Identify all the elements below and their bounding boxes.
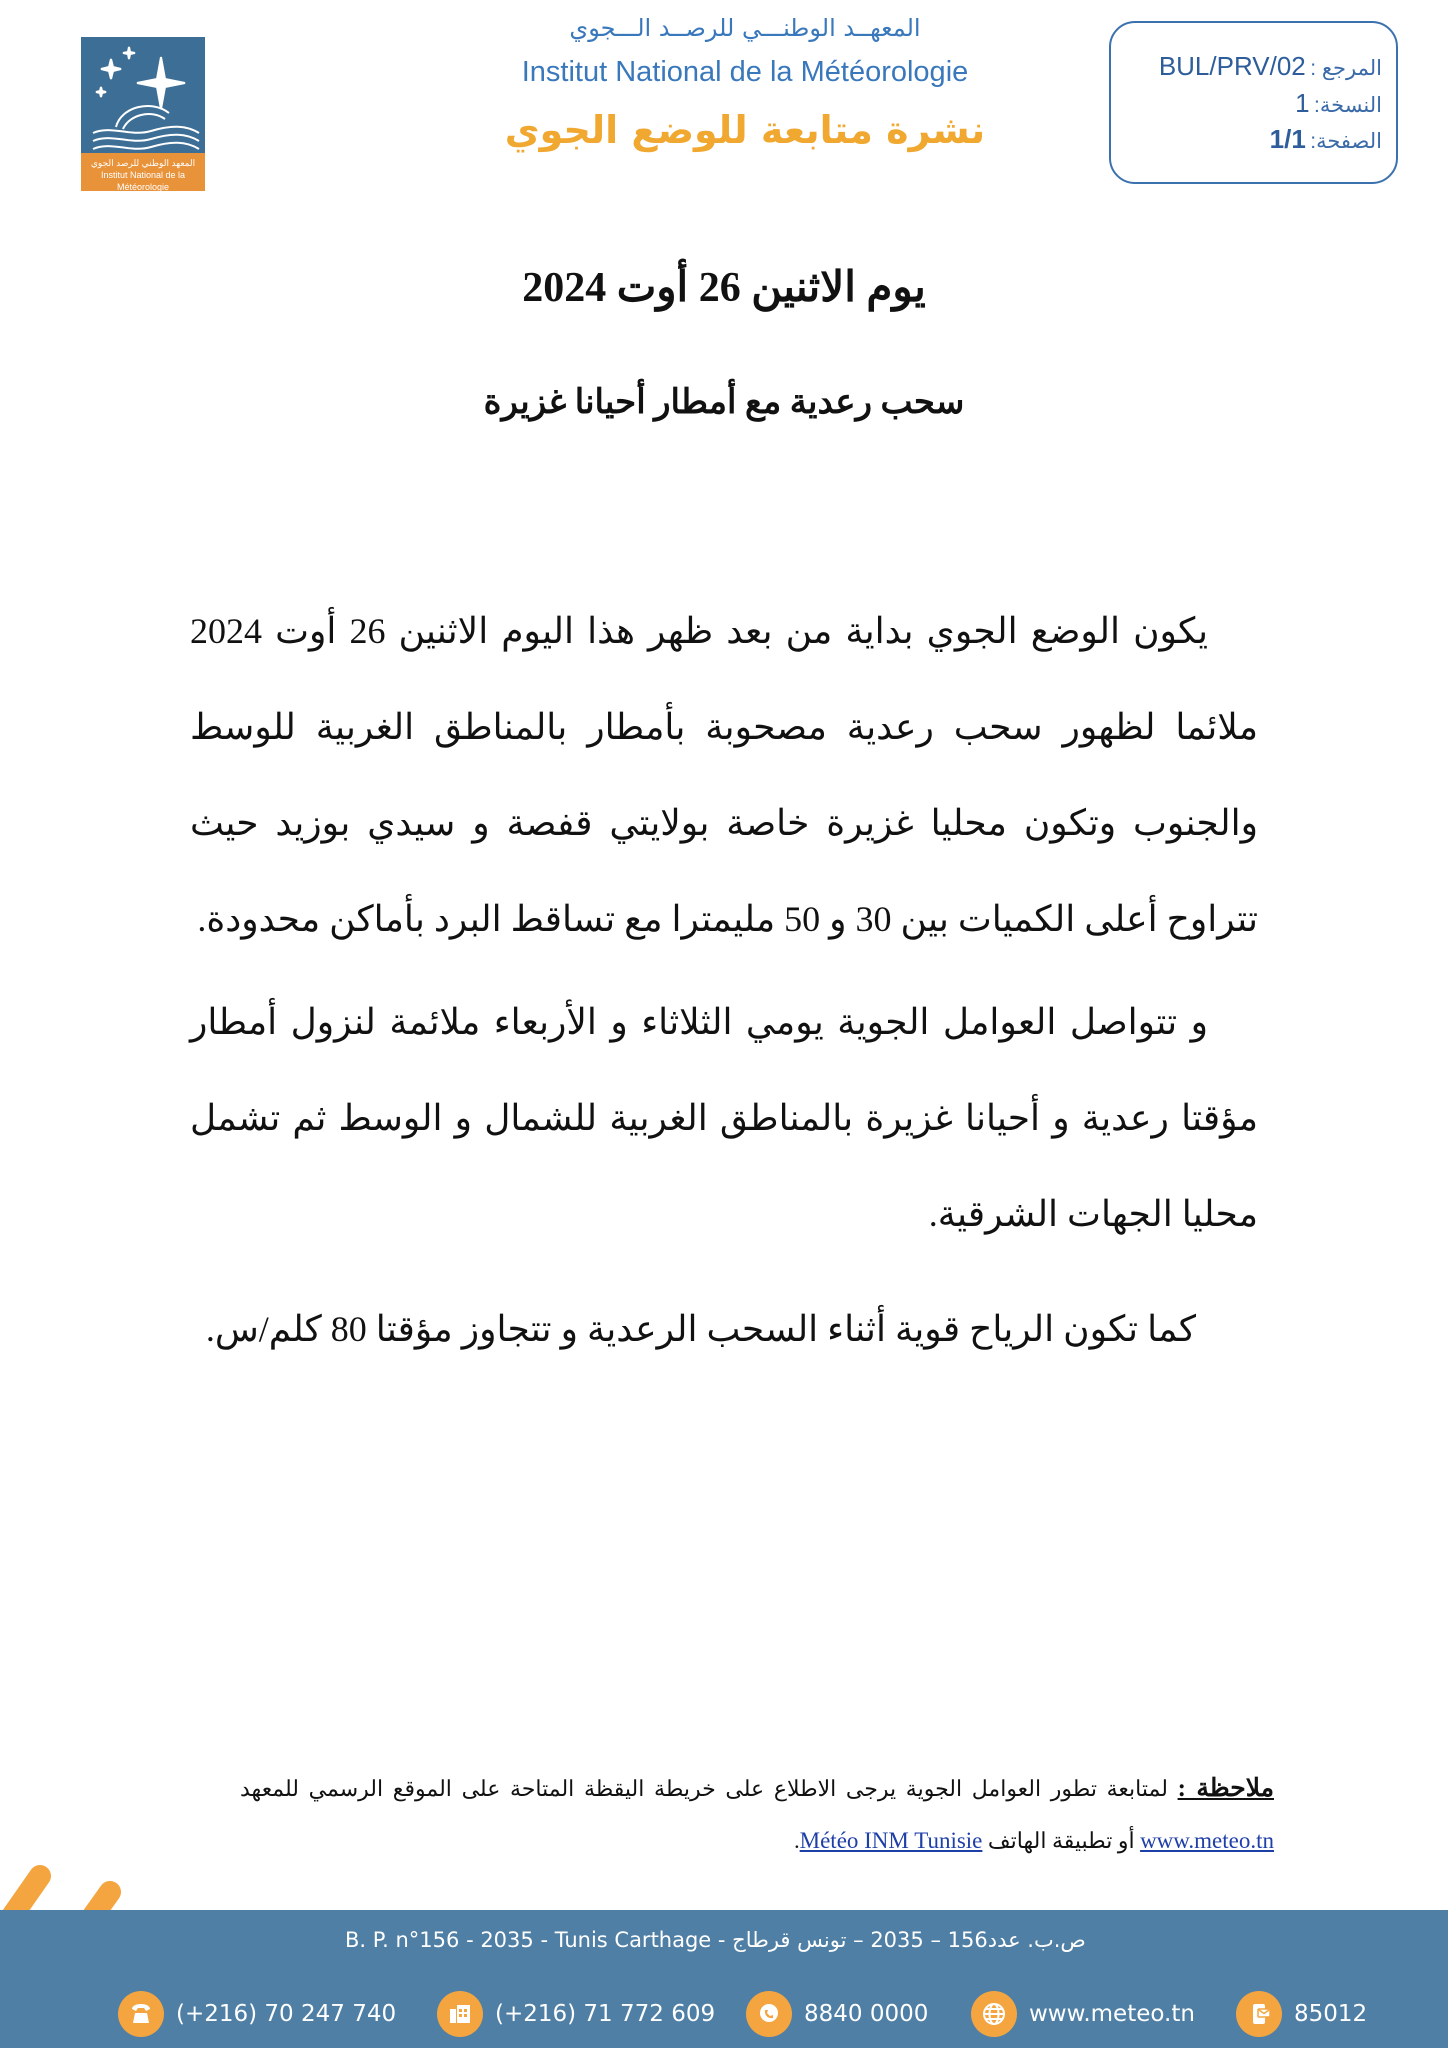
institute-name-arabic: المعهــد الوطنـــي للرصــد الـــجوي	[569, 14, 921, 42]
note-connector: أو تطبيقة الهاتف	[987, 1828, 1135, 1853]
footer-contact-bar	[0, 1910, 1448, 2048]
bulletin-date: يوم الاثنين 26 أوت 2024	[522, 265, 926, 311]
logo-star-waves-graphic	[81, 37, 205, 157]
page-line	[1270, 124, 1382, 155]
phone-number-1: (+216) 70 247 740	[176, 2001, 397, 2027]
reference-value: BUL/PRV/02	[1158, 51, 1306, 81]
page-label: الصفحة:	[1310, 130, 1382, 153]
institute-logo	[81, 37, 205, 191]
sms-number: 85012	[1294, 2001, 1368, 2027]
globe-icon	[971, 1991, 1017, 2037]
forecast-paragraph-2: و تتواصل العوامل الجوية يومي الثلاثاء و الأربعاء ملائمة لنزول أمطار مؤقتا رعدية و أحيانا غزيرة بالمناطق الغربية للشمال و الوسط ثم تشمل محليا الجهات الشرقية.	[190, 1002, 1258, 1234]
page-value: 1/1	[1269, 124, 1306, 154]
institute-name-french: Institut National de la Météorologie	[521, 56, 969, 88]
note-block	[240, 1763, 1274, 1867]
hotline-number: 8840 0000	[804, 2001, 929, 2027]
hotline-contact[interactable]	[746, 1990, 928, 2038]
forecast-paragraph-3: كما تكون الرياح قوية أثناء السحب الرعدية و تتجاوز مؤقتا 80 كلم/س.	[205, 1309, 1196, 1349]
bulletin-headline: سحب رعدية مع أمطار أحيانا غزيرة	[483, 384, 965, 421]
website-link[interactable]: www.meteo.tn	[1140, 1828, 1274, 1853]
phone-contact-1[interactable]	[118, 1990, 396, 2038]
reference-label: المرجع :	[1310, 57, 1382, 80]
fax-icon	[437, 1991, 483, 2037]
version-label: النسخة:	[1314, 94, 1382, 117]
sms-phone-icon	[1236, 1991, 1282, 2037]
note-end: .	[794, 1828, 800, 1853]
version-value: 1	[1295, 88, 1310, 118]
postal-address: B. P. n°156 - 2035 - Tunis Carthage - ص.ب. عدد156 – 2035 – تونس قرطاج	[345, 1928, 1086, 1952]
logo-caption: المعهد الوطني للرصد الجوي Institut National de la Météorologie	[81, 153, 205, 191]
sms-contact[interactable]	[1236, 1990, 1367, 2038]
telephone-icon	[118, 1991, 164, 2037]
fax-contact[interactable]	[437, 1990, 715, 2038]
version-line	[1295, 88, 1382, 119]
bulletin-title: نشرة متابعة للوضع الجوي	[504, 108, 986, 152]
footer-website: www.meteo.tn	[1029, 2001, 1195, 2027]
mobile-app-link[interactable]: Météo INM Tunisie	[799, 1828, 983, 1853]
document-reference-box	[1109, 21, 1398, 184]
hotline-phone-icon	[746, 1991, 792, 2037]
phone-number-2: (+216) 71 772 609	[495, 2001, 716, 2027]
website-contact[interactable]	[971, 1990, 1195, 2038]
note-label: ملاحظة :	[1177, 1775, 1274, 1802]
note-text: لمتابعة تطور العوامل الجوية يرجى الاطلاع على خريطة اليقظة المتاحة على الموقع الرسمي للمعهد	[240, 1776, 1168, 1801]
forecast-paragraph-1: يكون الوضع الجوي بداية من بعد ظهر هذا اليوم الاثنين 26 أوت 2024 ملائما لظهور سحب رعدية مصحوبة بأمطار بالمناطق الغربية للوسط والجنوب وتكون محليا غزيرة خاصة بولايتي قفصة و سيدي بوزيد حيث تتراوح أعلى الكميات بين 30 و 50 مليمترا مع تساقط البرد بأماكن محدودة.	[190, 611, 1258, 939]
reference-line	[1159, 51, 1382, 82]
